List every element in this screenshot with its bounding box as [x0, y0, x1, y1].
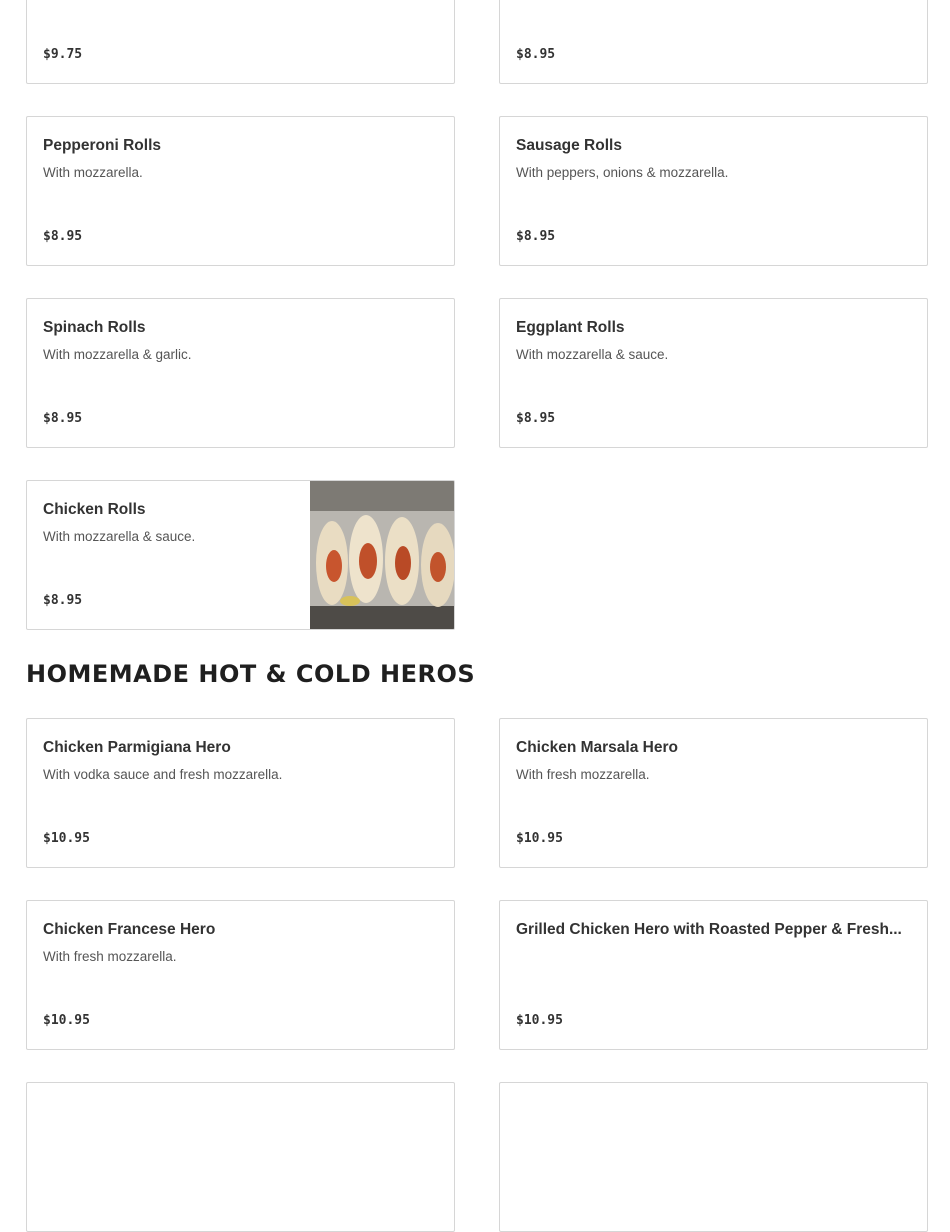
menu-item-name: Chicken Parmigiana Hero: [43, 739, 231, 756]
section-title-heros: HOMEMADE HOT & COLD HEROS: [26, 660, 476, 688]
menu-item-price: $8.95: [43, 593, 83, 608]
menu-item-price: $10.95: [43, 831, 90, 846]
menu-item-description: With mozzarella & sauce.: [43, 529, 196, 544]
menu-item-card[interactable]: [26, 0, 455, 84]
menu-item-name: Chicken Marsala Hero: [516, 739, 678, 756]
menu-item-price: $10.95: [516, 1013, 563, 1028]
menu-item-name: Eggplant Rolls: [516, 319, 625, 336]
menu-item-name: Grilled Chicken Hero with Roasted Pepper & Fresh...: [516, 921, 902, 938]
menu-item-price: $8.95: [43, 411, 83, 426]
menu-item-name: Sausage Rolls: [516, 137, 622, 154]
menu-item-card[interactable]: [26, 1082, 455, 1232]
menu-item-price: $8.95: [516, 47, 556, 62]
menu-item-chicken-rolls[interactable]: [26, 480, 455, 630]
menu-item-card[interactable]: [499, 0, 928, 84]
menu-item-price: $10.95: [43, 1013, 90, 1028]
menu-item-description: With peppers, onions & mozzarella.: [516, 165, 729, 180]
menu-item-description: With mozzarella & garlic.: [43, 347, 192, 362]
menu-item-name: Chicken Francese Hero: [43, 921, 216, 938]
menu-item-description: With fresh mozzarella.: [43, 949, 177, 964]
menu-item-sausage-rolls[interactable]: [499, 116, 928, 266]
chicken-rolls-photo: [310, 481, 454, 629]
menu-item-price: $8.95: [516, 411, 556, 426]
menu-item-description: With mozzarella.: [43, 165, 143, 180]
menu-item-spinach-rolls[interactable]: [26, 298, 455, 448]
menu-item-chicken-francese-hero[interactable]: [26, 900, 455, 1050]
menu-item-description: With mozzarella & sauce.: [516, 347, 669, 362]
menu-item-pepperoni-rolls[interactable]: [26, 116, 455, 266]
menu-item-price: $8.95: [516, 229, 556, 244]
menu-item-price: $10.95: [516, 831, 563, 846]
menu-item-price: $8.95: [43, 229, 83, 244]
menu-item-price: $9.75: [43, 47, 83, 62]
menu-item-chicken-marsala-hero[interactable]: [499, 718, 928, 868]
menu-item-description: With vodka sauce and fresh mozzarella.: [43, 767, 283, 782]
menu-item-name: Chicken Rolls: [43, 501, 146, 518]
menu-item-name: Pepperoni Rolls: [43, 137, 161, 154]
menu-item-chicken-parmigiana-hero[interactable]: [26, 718, 455, 868]
menu-item-description: With fresh mozzarella.: [516, 767, 650, 782]
menu-item-name: Spinach Rolls: [43, 319, 146, 336]
menu-item-eggplant-rolls[interactable]: [499, 298, 928, 448]
menu-item-grilled-chicken-hero[interactable]: [499, 900, 928, 1050]
menu-item-card[interactable]: [499, 1082, 928, 1232]
